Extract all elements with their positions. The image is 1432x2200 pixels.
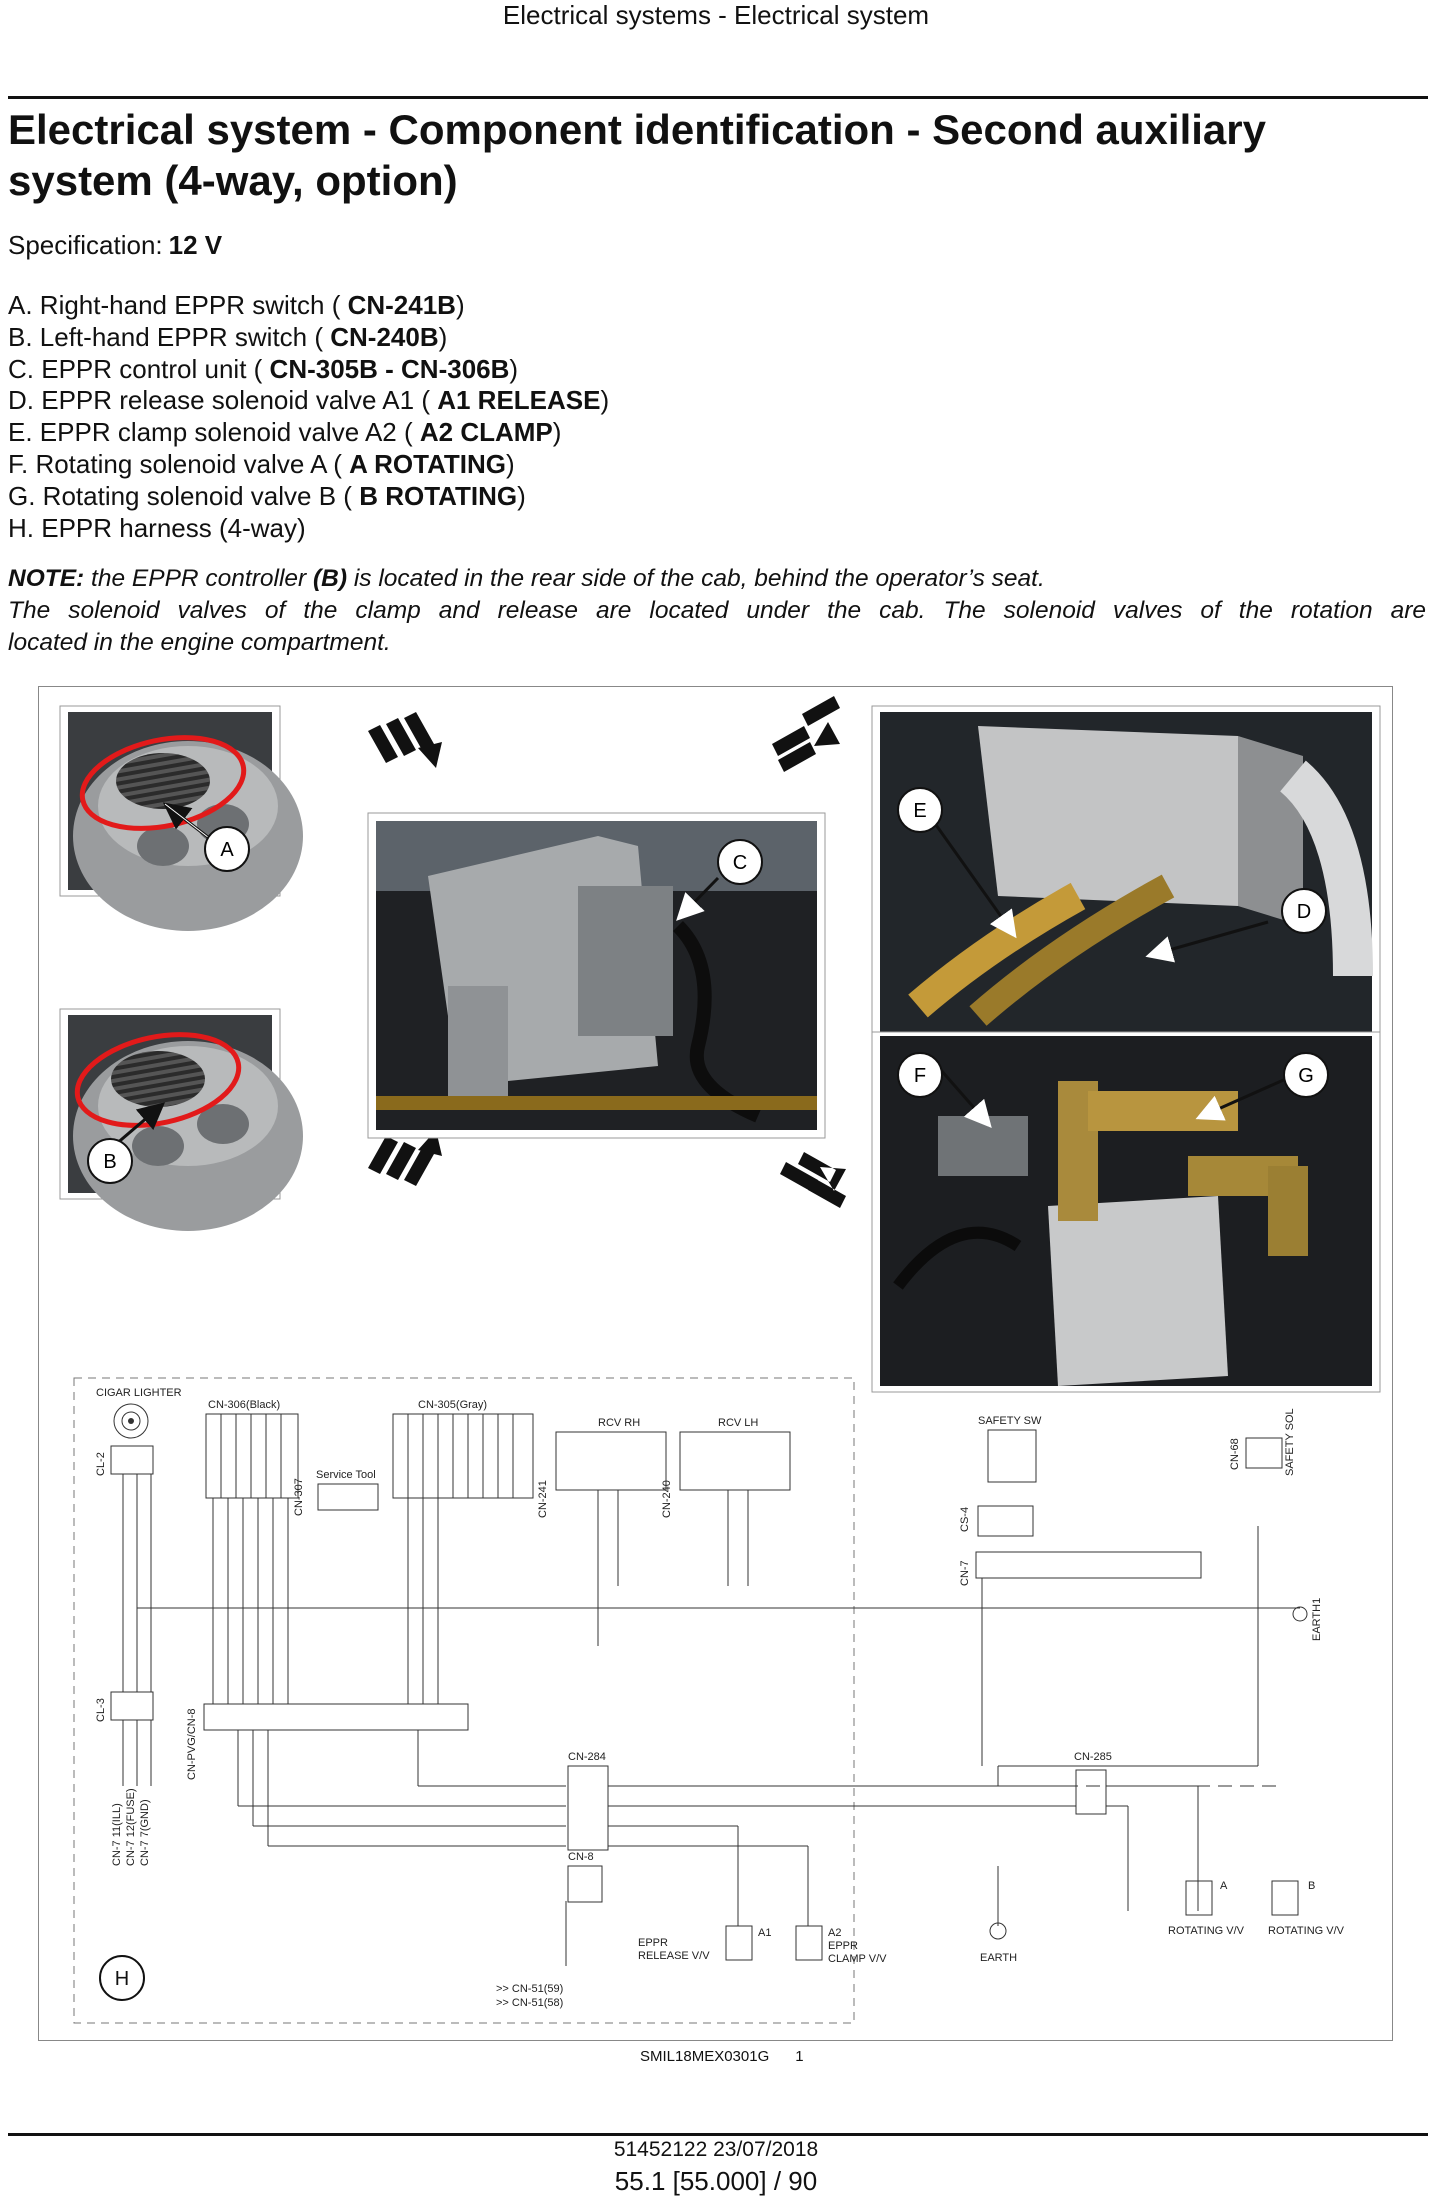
list-item: F. Rotating solenoid valve A ( A ROTATING) — [8, 448, 515, 479]
svg-text:CLAMP V/V: CLAMP V/V — [828, 1953, 887, 1965]
note-line: The solenoid valves of the clamp and release are located under the cab. The solenoid valves of the rotation are — [8, 597, 1426, 624]
list-item: D. EPPR release solenoid valve A1 ( A1 RELEASE) — [8, 385, 610, 416]
svg-text:CN-285: CN-285 — [1074, 1751, 1112, 1763]
spec-value: 12 V — [168, 230, 223, 260]
svg-text:CN-7: CN-7 — [959, 1560, 971, 1586]
running-header: Electrical systems - Electrical system — [502, 0, 930, 30]
header-rule — [8, 96, 1428, 99]
svg-text:CN-284: CN-284 — [568, 1751, 606, 1763]
list-item: A. Right-hand EPPR switch ( CN-241B) — [8, 290, 465, 320]
photo-left-joystick — [60, 1009, 303, 1231]
page-title: Electrical system - Component identification - Second auxiliary system (4-way, option) — [8, 106, 1266, 204]
callout-c: C — [732, 852, 748, 874]
svg-text:CN-7 11(ILL): CN-7 11(ILL) — [111, 1803, 123, 1866]
callout-g: G — [1298, 1065, 1314, 1087]
footer-doc: 51452122 23/07/2018 — [613, 2138, 819, 2161]
svg-text:CL-2: CL-2 — [95, 1452, 107, 1476]
callout-f: F — [913, 1065, 927, 1087]
caption-number: 1 — [795, 2048, 804, 2065]
photo-clamp-release-valves — [872, 706, 1380, 1046]
svg-text:CS-4: CS-4 — [959, 1506, 971, 1532]
svg-text:RELEASE V/V: RELEASE V/V — [638, 1950, 710, 1962]
callout-e: E — [913, 800, 927, 822]
list-item: C. EPPR control unit ( CN-305B - CN-306B) — [8, 353, 519, 384]
svg-text:B: B — [1308, 1880, 1316, 1892]
caption-code: SMIL18MEX0301G — [640, 2048, 770, 2065]
specification — [8, 230, 222, 261]
note-block: NOTE: the EPPR controller (B) is located in the rear side of the cab, behind the operator’s seat. The solenoid valves of the clamp and release are located under the cab. The solenoid valves of the rotation are located in the engine compartment. — [8, 563, 1426, 659]
svg-text:CN-307: CN-307 — [293, 1478, 305, 1516]
list-item: G. Rotating solenoid valve B ( B ROTATING) — [8, 480, 526, 511]
callout-a: A — [220, 839, 234, 861]
note-line: located in the engine compartment. — [8, 629, 391, 656]
svg-text:RCV RH: RCV RH — [598, 1417, 641, 1429]
callout-b: B — [103, 1151, 117, 1173]
svg-text:CN-7 12(FUSE): CN-7 12(FUSE) — [125, 1788, 137, 1866]
callout-d: D — [1296, 901, 1312, 923]
footer-rule — [8, 2133, 1428, 2136]
list-item: E. EPPR clamp solenoid valve A2 ( A2 CLAMP) — [8, 417, 562, 448]
component-figure — [38, 686, 1393, 2041]
svg-text:CL-3: CL-3 — [95, 1698, 107, 1722]
svg-text:CN-PVG/CN-8: CN-PVG/CN-8 — [186, 1708, 198, 1780]
photo-control-unit — [368, 813, 825, 1138]
svg-text:>> CN-51(59): >> CN-51(59) — [496, 1983, 564, 1995]
component-list — [8, 290, 609, 544]
callout-h: H — [114, 1968, 130, 1990]
svg-text:EPPR: EPPR — [638, 1937, 668, 1949]
footer-page: 55.1 [55.000] / 90 — [614, 2166, 818, 2196]
svg-text:CN-241: CN-241 — [537, 1480, 549, 1518]
svg-text:ROTATING V/V: ROTATING V/V — [1268, 1925, 1344, 1937]
svg-text:>> CN-51(58): >> CN-51(58) — [496, 1997, 564, 2009]
svg-text:A: A — [1220, 1880, 1228, 1892]
svg-text:RCV LH: RCV LH — [718, 1417, 759, 1429]
list-item: B. Left-hand EPPR switch ( CN-240B) — [8, 321, 448, 352]
note-label: NOTE: — [8, 565, 85, 592]
svg-text:ROTATING V/V: ROTATING V/V — [1168, 1925, 1244, 1937]
svg-text:EPPR: EPPR — [828, 1940, 858, 1952]
svg-text:EARTH: EARTH — [980, 1952, 1018, 1964]
figure-caption — [640, 2048, 830, 2065]
spec-label: Specification: — [8, 230, 163, 260]
svg-text:Service Tool: Service Tool — [316, 1469, 376, 1481]
svg-text:CN-240: CN-240 — [661, 1480, 673, 1518]
svg-text:SAFETY SOL: SAFETY SOL — [1284, 1408, 1296, 1476]
svg-text:CN-305(Gray): CN-305(Gray) — [418, 1399, 488, 1411]
list-item: H. EPPR harness (4-way) — [8, 512, 306, 543]
photo-rotating-valves — [872, 1032, 1380, 1392]
svg-text:CN-8: CN-8 — [568, 1851, 594, 1863]
svg-text:CN-7 7(GND): CN-7 7(GND) — [139, 1799, 151, 1866]
svg-text:A1: A1 — [758, 1927, 772, 1939]
svg-text:CIGAR LIGHTER: CIGAR LIGHTER — [96, 1387, 182, 1399]
svg-text:EARTH1: EARTH1 — [1311, 1597, 1323, 1641]
svg-text:CN-306(Black): CN-306(Black) — [208, 1399, 281, 1411]
svg-text:CN-68: CN-68 — [1229, 1438, 1241, 1470]
svg-text:A2: A2 — [828, 1927, 842, 1939]
svg-text:SAFETY SW: SAFETY SW — [978, 1415, 1042, 1427]
